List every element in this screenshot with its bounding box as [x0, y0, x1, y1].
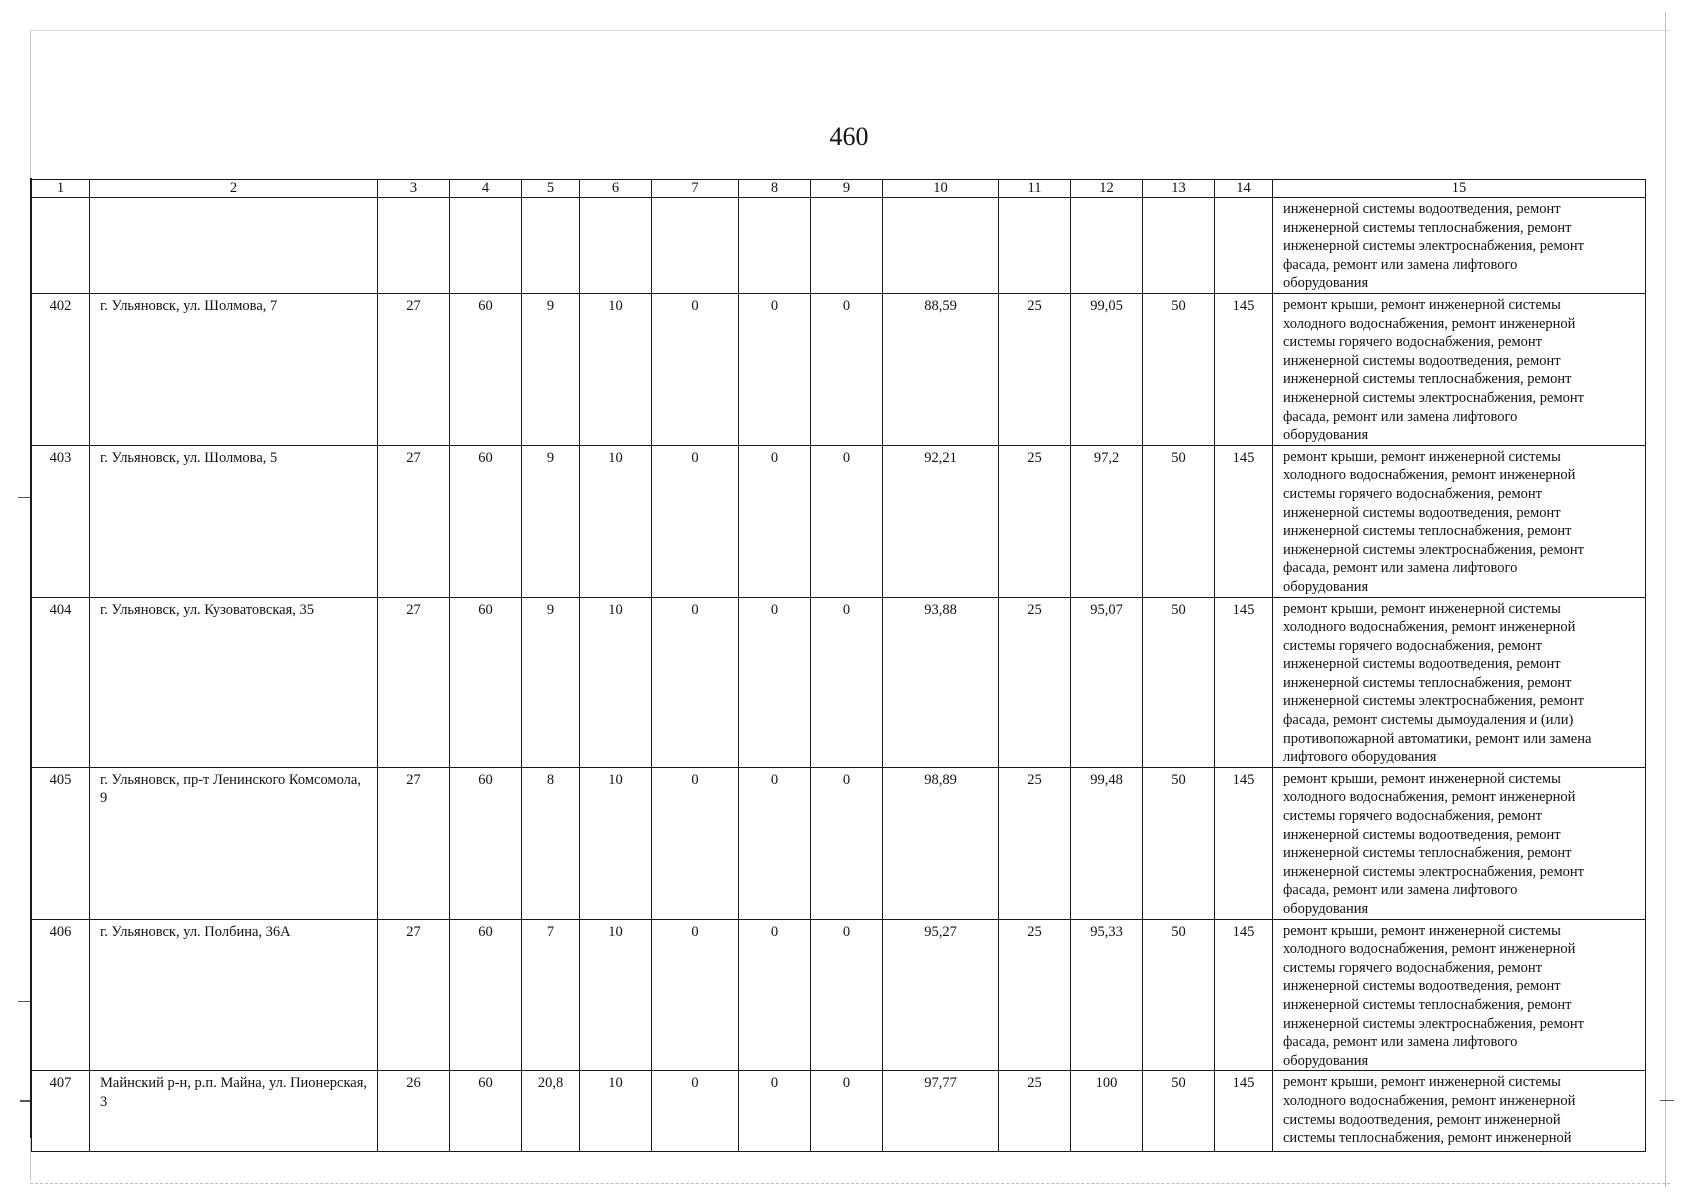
column-header: 3 [378, 180, 450, 198]
works-line: лифтового оборудования [1283, 749, 1437, 766]
works-line: холодного водоснабжения, ремонт инженерной [1283, 1092, 1576, 1109]
value-cell-c9: 0 [811, 1071, 883, 1152]
column-header: 11 [999, 180, 1071, 198]
value-cell-c7: 0 [652, 767, 739, 919]
address-cell: г. Ульяновск, пр-т Ленинского Комсомола, 9 [90, 767, 378, 919]
works-line: инженерной системы теплоснабжения, ремонт [1283, 845, 1572, 862]
value-cell-c14: 145 [1215, 919, 1273, 1071]
works-line: ремонт крыши, ремонт инженерной системы [1283, 297, 1561, 313]
table-row [32, 597, 1646, 767]
value-cell-c9: 0 [811, 445, 883, 597]
works-cell [1273, 767, 1646, 919]
works-line: инженерной системы электроснабжения, ремонт [1283, 863, 1584, 880]
value-cell-c4 [450, 198, 522, 294]
column-header: 8 [739, 180, 811, 198]
value-cell-c9: 0 [811, 767, 883, 919]
value-cell-c12: 95,07 [1071, 597, 1143, 767]
works-cell [1273, 445, 1646, 597]
works-line: инженерной системы электроснабжения, ремонт [1283, 541, 1584, 558]
value-cell-c11: 25 [999, 294, 1071, 446]
row-number-cell: 405 [32, 767, 90, 919]
value-cell-c8: 0 [739, 294, 811, 446]
value-cell-c10 [883, 198, 999, 294]
data-table [31, 179, 1646, 1152]
works-line: системы водоотведения, ремонт инженерной [1283, 1111, 1561, 1128]
value-cell-c10: 97,77 [883, 1071, 999, 1152]
works-line: оборудования [1283, 427, 1369, 444]
value-cell-c7: 0 [652, 445, 739, 597]
column-header: 12 [1071, 180, 1143, 198]
works-line: оборудования [1283, 275, 1369, 292]
works-line: системы теплоснабжения, ремонт инженерной [1283, 1130, 1572, 1147]
value-cell-c12: 99,05 [1071, 294, 1143, 446]
works-line: инженерной системы теплоснабжения, ремонт [1283, 674, 1572, 691]
works-line: инженерной системы водоотведения, ремонт [1283, 201, 1561, 217]
row-number-cell: 406 [32, 919, 90, 1071]
works-line: инженерной системы водоотведения, ремонт [1283, 978, 1561, 995]
value-cell-c14: 145 [1215, 294, 1273, 446]
address-cell: г. Ульяновск, ул. Шолмова, 7 [90, 294, 378, 446]
value-cell-c12: 99,48 [1071, 767, 1143, 919]
value-cell-c14: 145 [1215, 445, 1273, 597]
works-line: холодного водоснабжения, ремонт инженерной [1283, 941, 1576, 958]
works-line: инженерной системы водоотведения, ремонт [1283, 826, 1561, 843]
value-cell-c5: 8 [522, 767, 580, 919]
value-cell-c13 [1143, 198, 1215, 294]
table-row [32, 919, 1646, 1071]
table-row [32, 198, 1646, 294]
works-line: фасада, ремонт системы дымоудаления и (или) [1283, 712, 1574, 729]
value-cell-c5: 7 [522, 919, 580, 1071]
works-line: фасада, ремонт или замена лифтового [1283, 560, 1518, 577]
value-cell-c8 [739, 198, 811, 294]
works-line: инженерной системы теплоснабжения, ремонт [1283, 996, 1572, 1013]
margin-tick [18, 1001, 32, 1002]
works-line: инженерной системы теплоснабжения, ремонт [1283, 219, 1572, 236]
value-cell-c13: 50 [1143, 445, 1215, 597]
value-cell-c13: 50 [1143, 294, 1215, 446]
row-number-cell: 402 [32, 294, 90, 446]
column-header: 1 [32, 180, 90, 198]
value-cell-c14: 145 [1215, 1071, 1273, 1152]
value-cell-c12 [1071, 198, 1143, 294]
column-header: 2 [90, 180, 378, 198]
value-cell-c9: 0 [811, 294, 883, 446]
value-cell-c10: 98,89 [883, 767, 999, 919]
works-line: системы горячего водоснабжения, ремонт [1283, 485, 1543, 502]
column-header: 4 [450, 180, 522, 198]
value-cell-c6: 10 [580, 1071, 652, 1152]
address-cell: г. Ульяновск, ул. Кузоватовская, 35 [90, 597, 378, 767]
address-cell: г. Ульяновск, ул. Полбина, 36А [90, 919, 378, 1071]
value-cell-c7: 0 [652, 1071, 739, 1152]
row-number-cell [32, 198, 90, 294]
works-cell [1273, 294, 1646, 446]
value-cell-c3: 27 [378, 597, 450, 767]
value-cell-c12: 100 [1071, 1071, 1143, 1152]
table-row [32, 767, 1646, 919]
works-line: инженерной системы водоотведения, ремонт [1283, 504, 1561, 521]
column-number-row [32, 180, 1646, 198]
value-cell-c13: 50 [1143, 919, 1215, 1071]
row-number-cell: 404 [32, 597, 90, 767]
works-line: инженерной системы теплоснабжения, ремонт [1283, 371, 1572, 388]
value-cell-c8: 0 [739, 767, 811, 919]
value-cell-c7: 0 [652, 597, 739, 767]
value-cell-c7: 0 [652, 919, 739, 1071]
works-line: инженерной системы электроснабжения, ремонт [1283, 1015, 1584, 1032]
value-cell-c6: 10 [580, 597, 652, 767]
value-cell-c13: 50 [1143, 1071, 1215, 1152]
works-line: ремонт крыши, ремонт инженерной системы [1283, 770, 1561, 787]
value-cell-c6: 10 [580, 767, 652, 919]
value-cell-c9: 0 [811, 919, 883, 1071]
value-cell-c6 [580, 198, 652, 294]
works-cell [1273, 919, 1646, 1071]
value-cell-c3 [378, 198, 450, 294]
column-header: 13 [1143, 180, 1215, 198]
page-number: 460 [829, 122, 869, 151]
column-header: 5 [522, 180, 580, 198]
value-cell-c4: 60 [450, 597, 522, 767]
value-cell-c3: 27 [378, 445, 450, 597]
works-line: оборудования [1283, 901, 1369, 917]
value-cell-c4: 60 [450, 1071, 522, 1152]
value-cell-c5 [522, 198, 580, 294]
value-cell-c3: 27 [378, 294, 450, 446]
value-cell-c7 [652, 198, 739, 294]
value-cell-c10: 92,21 [883, 445, 999, 597]
value-cell-c3: 27 [378, 919, 450, 1071]
column-header: 10 [883, 180, 999, 198]
value-cell-c5: 9 [522, 445, 580, 597]
works-line: противопожарной автоматики, ремонт или замена [1283, 730, 1592, 747]
column-header: 15 [1273, 180, 1646, 198]
value-cell-c9 [811, 198, 883, 294]
address-cell: Майнский р-н, р.п. Майна, ул. Пионерская, 3 [90, 1071, 378, 1152]
works-line: фасада, ремонт или замена лифтового [1283, 256, 1518, 273]
value-cell-c4: 60 [450, 767, 522, 919]
address-cell [90, 198, 378, 294]
value-cell-c14: 145 [1215, 767, 1273, 919]
value-cell-c9: 0 [811, 597, 883, 767]
works-line: ремонт крыши, ремонт инженерной системы [1283, 600, 1561, 617]
address-cell: г. Ульяновск, ул. Шолмова, 5 [90, 445, 378, 597]
value-cell-c4: 60 [450, 294, 522, 446]
works-line: инженерной системы электроснабжения, ремонт [1283, 238, 1584, 255]
works-line: системы горячего водоснабжения, ремонт [1283, 637, 1543, 654]
value-cell-c5: 9 [522, 294, 580, 446]
value-cell-c6: 10 [580, 919, 652, 1071]
value-cell-c12: 97,2 [1071, 445, 1143, 597]
works-line: инженерной системы водоотведения, ремонт [1283, 656, 1561, 673]
works-line: инженерной системы электроснабжения, ремонт [1283, 693, 1584, 710]
works-line: холодного водоснабжения, ремонт инженерной [1283, 467, 1576, 484]
value-cell-c11: 25 [999, 767, 1071, 919]
value-cell-c10: 93,88 [883, 597, 999, 767]
works-line: холодного водоснабжения, ремонт инженерной [1283, 315, 1576, 332]
value-cell-c6: 10 [580, 294, 652, 446]
works-line: инженерной системы теплоснабжения, ремонт [1283, 523, 1572, 540]
value-cell-c14 [1215, 198, 1273, 294]
value-cell-c11: 25 [999, 919, 1071, 1071]
table-row [32, 445, 1646, 597]
table-row [32, 1071, 1646, 1152]
value-cell-c8: 0 [739, 1071, 811, 1152]
works-line: оборудования [1283, 578, 1369, 595]
works-line: инженерной системы водоотведения, ремонт [1283, 352, 1561, 369]
table-row [32, 294, 1646, 446]
works-line: ремонт крыши, ремонт инженерной системы [1283, 448, 1561, 465]
value-cell-c4: 60 [450, 919, 522, 1071]
margin-tick [1660, 1100, 1674, 1101]
works-line: ремонт крыши, ремонт инженерной системы [1283, 922, 1561, 939]
value-cell-c10: 95,27 [883, 919, 999, 1071]
works-line: системы горячего водоснабжения, ремонт [1283, 334, 1543, 351]
value-cell-c14: 145 [1215, 597, 1273, 767]
value-cell-c11 [999, 198, 1071, 294]
works-line: оборудования [1283, 1052, 1369, 1069]
works-line: фасада, ремонт или замена лифтового [1283, 408, 1518, 425]
value-cell-c7: 0 [652, 294, 739, 446]
works-line: фасада, ремонт или замена лифтового [1283, 882, 1518, 899]
value-cell-c10: 88,59 [883, 294, 999, 446]
works-line: ремонт крыши, ремонт инженерной системы [1283, 1074, 1561, 1091]
row-number-cell: 407 [32, 1071, 90, 1152]
works-line: системы горячего водоснабжения, ремонт [1283, 959, 1543, 976]
value-cell-c11: 25 [999, 597, 1071, 767]
works-line: холодного водоснабжения, ремонт инженерной [1283, 619, 1576, 636]
column-header: 9 [811, 180, 883, 198]
value-cell-c8: 0 [739, 445, 811, 597]
works-cell [1273, 198, 1646, 294]
works-line: холодного водоснабжения, ремонт инженерной [1283, 789, 1576, 806]
value-cell-c6: 10 [580, 445, 652, 597]
value-cell-c4: 60 [450, 445, 522, 597]
value-cell-c13: 50 [1143, 597, 1215, 767]
value-cell-c11: 25 [999, 445, 1071, 597]
scan-right-edge [1665, 12, 1666, 1187]
works-line: фасада, ремонт или замена лифтового [1283, 1034, 1518, 1051]
value-cell-c3: 26 [378, 1071, 450, 1152]
works-cell [1273, 1071, 1646, 1152]
works-line: инженерной системы электроснабжения, ремонт [1283, 389, 1584, 406]
value-cell-c8: 0 [739, 919, 811, 1071]
value-cell-c8: 0 [739, 597, 811, 767]
value-cell-c5: 20,8 [522, 1071, 580, 1152]
works-cell [1273, 597, 1646, 767]
value-cell-c13: 50 [1143, 767, 1215, 919]
column-header: 6 [580, 180, 652, 198]
row-number-cell: 403 [32, 445, 90, 597]
value-cell-c12: 95,33 [1071, 919, 1143, 1071]
value-cell-c11: 25 [999, 1071, 1071, 1152]
value-cell-c3: 27 [378, 767, 450, 919]
scan-bottom-edge [30, 1183, 1670, 1184]
column-header: 14 [1215, 180, 1273, 198]
column-header: 7 [652, 180, 739, 198]
margin-tick [18, 497, 32, 498]
works-line: системы горячего водоснабжения, ремонт [1283, 808, 1543, 825]
value-cell-c5: 9 [522, 597, 580, 767]
